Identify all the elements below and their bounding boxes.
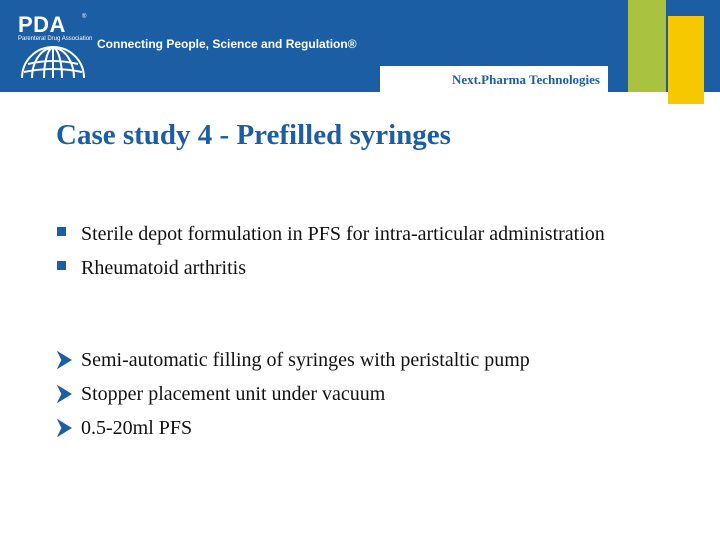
bullet-text: Stopper placement unit under vacuum <box>81 383 386 405</box>
list-item <box>56 222 616 246</box>
yellow-stripe <box>668 16 704 104</box>
logo-subtitle: Parenteral Drug Association <box>18 36 93 42</box>
logo-trademark: ® <box>82 14 87 20</box>
bullet-text: Sterile depot formulation in PFS for intra-articular administration <box>81 223 605 245</box>
arrow-bullet-icon <box>56 419 72 437</box>
globe-icon <box>20 44 86 80</box>
list-item <box>56 348 676 372</box>
pda-logo <box>14 12 92 80</box>
arrow-bullet-icon <box>56 351 72 369</box>
header-bar <box>0 0 720 92</box>
tagline: Connecting People, Science and Regulation® <box>97 37 357 51</box>
company-label-box <box>380 66 608 92</box>
bullet-text: Rheumatoid arthritis <box>81 257 246 279</box>
bullet-list <box>56 222 616 290</box>
arrow-bullet-list <box>56 348 676 450</box>
list-item <box>56 256 616 280</box>
logo-text: PDA <box>18 12 66 37</box>
bullet-text: 0.5-20ml PFS <box>81 417 193 439</box>
slide-title: Case study 4 - Prefilled syringes <box>56 119 451 151</box>
olive-stripe <box>628 0 666 92</box>
square-bullet-icon <box>57 227 66 236</box>
company-name: Next.Pharma Technologies <box>451 72 600 87</box>
bullet-text: Semi-automatic filling of syringes with peristaltic pump <box>81 349 530 371</box>
arrow-bullet-icon <box>56 385 72 403</box>
list-item <box>56 416 676 440</box>
square-bullet-icon <box>57 261 66 270</box>
list-item <box>56 382 676 406</box>
